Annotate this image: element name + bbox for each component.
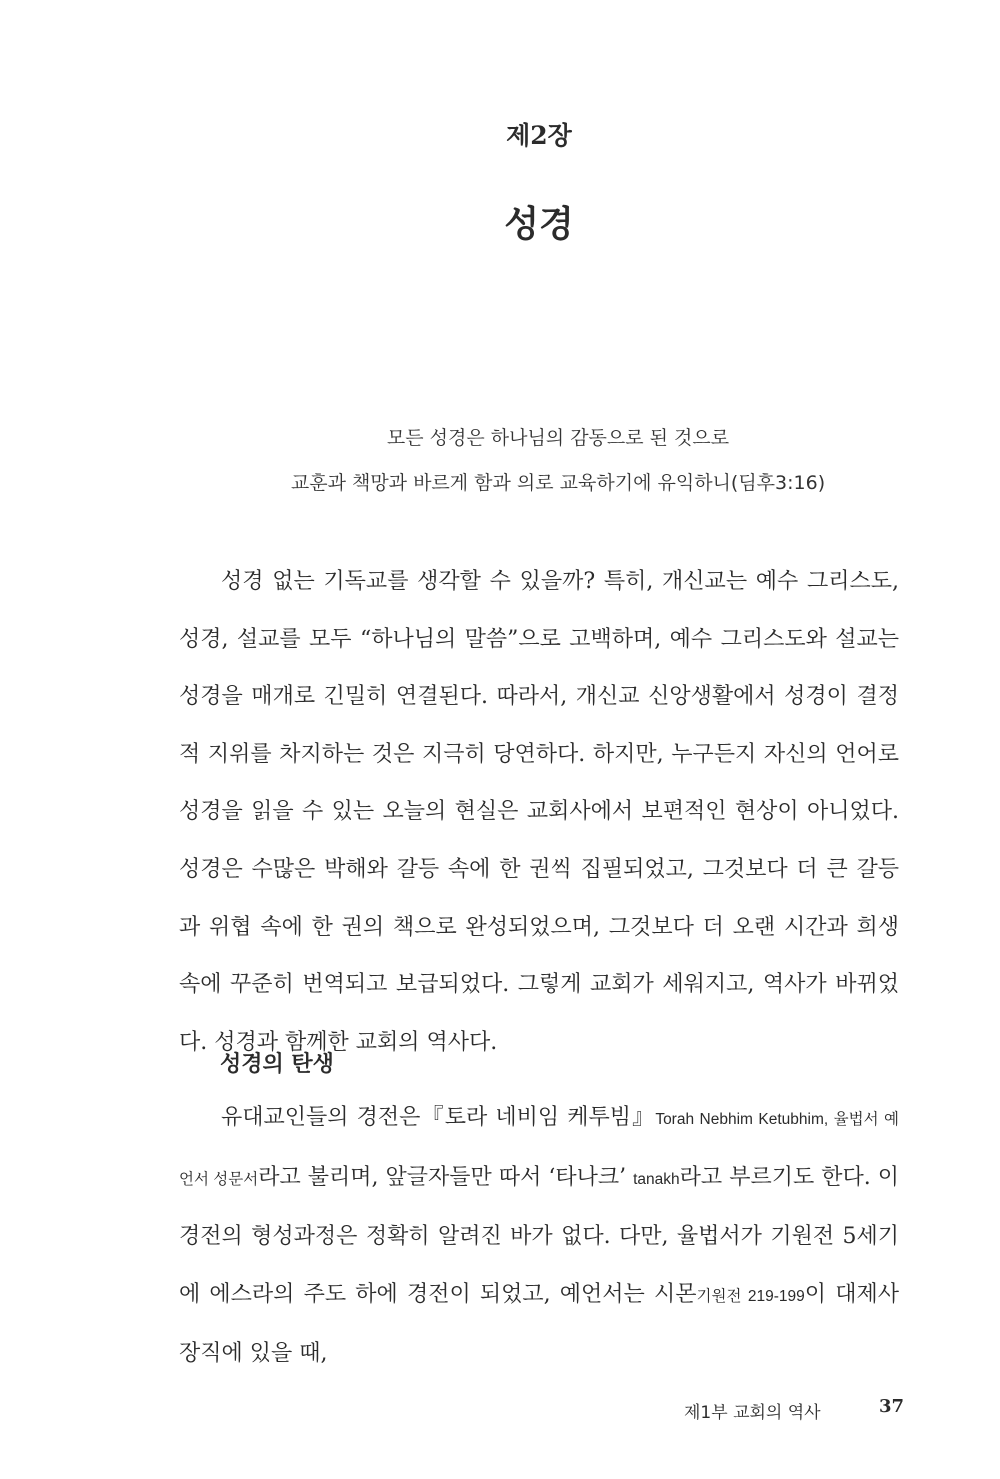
chapter-label: 제2장 xyxy=(506,121,572,150)
running-footer-title: 제1부 교회의 역사 xyxy=(684,1403,821,1423)
inline-note-date: 기원전 219-199 xyxy=(696,1287,805,1305)
section-text-part-3: 라고 부르기도 한다. 이 경전의 형성과정은 정확히 알려진 바가 없다. 다만, 율법서가 기원전 5세기에 에스라의 주도 하에 경전이 되었고, 예언서는 시몬 xyxy=(179,1164,900,1307)
section-paragraph xyxy=(179,1089,899,1383)
inline-note-tanakh: tanakh xyxy=(633,1170,680,1188)
epigraph-line-2: 교훈과 책망과 바르게 함과 의로 교육하기에 유익하니(딤후3:16) xyxy=(290,472,826,494)
section-text-part-2: 라고 불리며, 앞글자들만 따서 ‘타나크’ xyxy=(258,1164,627,1190)
section-text-part-4: 이 대제사장직에 있을 때, xyxy=(179,1281,899,1367)
section-heading: 성경의 탄생 xyxy=(220,1052,334,1077)
epigraph-line-1: 모든 성경은 하나님의 감동으로 된 것으로 xyxy=(386,427,730,449)
page-number: 37 xyxy=(879,1396,905,1417)
intro-paragraph xyxy=(179,553,899,1071)
chapter-title: 성경 xyxy=(504,203,574,245)
section-text-part-1: 유대교인들의 경전은『토라 네비임 케투빔』 xyxy=(221,1105,656,1130)
inline-note-torah: Torah Nebhim Ketubhim, 율법서 예언서 성문서 xyxy=(179,1111,899,1188)
intro-paragraph-text: 성경 없는 기독교를 생각할 수 있을까? 특히, 개신교는 예수 그리스도, 성경, 설교를 모두 “하나님의 말씀”으로 고백하며, 예수 그리스도와 설교는 성경을 매개로 긴밀히 연결된다. 따라서, 개신교 신앙생활에서 성경이 결정적 지위를 차지하는 것은 지극히 당연하다. 하지만, 누구든지 자신의 언어로 성경을 읽을 수 있는 오늘의 현실은 교회사에서 보편적인 현상이 아니었다. 성경은 수많은 박해와 갈등 속에 한 권씩 집필되었고, 그것보다 더 큰 갈등과 위협 속에 한 권의 책으로 완성되었으며, 그것보다 더 오랜 시간과 희생 속에 꾸준히 번역되고 보급되었다. 그렇게 교회가 세워지고, 역사가 바뀌었다. 성경과 함께한 교회의 역사다. xyxy=(179,569,899,1055)
